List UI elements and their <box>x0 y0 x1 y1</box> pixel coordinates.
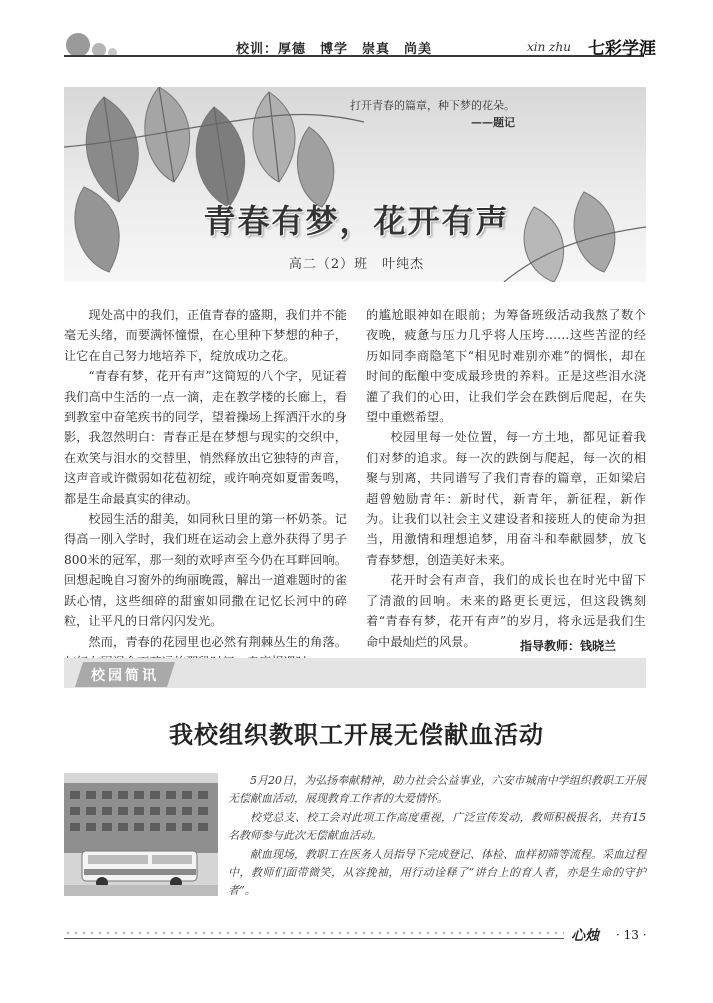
news-photo <box>64 773 218 896</box>
paragraph: 5月20日，为弘扬奉献精神，助力社会公益事业，六安市城南中学组织教职工开展无偿献血活动，展现教育工作者的大爱情怀。 <box>228 774 646 806</box>
footer-rule <box>64 938 564 939</box>
article-column-right <box>366 305 646 652</box>
section-label: 校园简讯 <box>91 668 159 684</box>
paragraph: 校园生活的甜美，如同秋日里的第一杯奶茶。记得高一刚入学时，我们班在运动会上意外获得了男子800米的冠军，那一刻的欢呼声至今仍在耳畔回响。回想起晚自习窗外的绚丽晚霞，解出一道难题时的雀跃心情，这些细碎的甜蜜如同撒在记忆长河中的碎粒，让平凡的日常闪闪发光。 <box>64 512 347 629</box>
paragraph: 献血现场，教职工在医务人员指导下完成登记、体检、血样初筛等流程。采血过程中，教师们面带微笑，从容挽袖，用行动诠释了“讲台上的育人者，亦是生命的守护者”。 <box>228 847 646 898</box>
blood-bus-photo <box>64 773 218 896</box>
article-title: 青春有梦，花开有声 <box>203 202 510 240</box>
school-motto: 校训：厚德 博学 崇真 尚美 <box>236 42 433 57</box>
paragraph: 的尴尬眼神如在眼前；为筹备班级活动我熬了数个夜晚，疲惫与压力几乎将人压垮……这些苦涩的经历如同李商隐笔下“相见时难别亦难”的惆怅，却在时间的酝酿中变成最珍贵的养料。正是这些泪水浇灌了我们的心田，让我们学会在跌倒后爬起，在失望中重燃希望。 <box>366 308 646 425</box>
header-circle-large <box>66 33 90 57</box>
footer-brand: 心烛 <box>571 928 599 944</box>
news-title: 我校组织教职工开展无偿献血活动 <box>169 720 544 749</box>
paragraph: 校园里每一处位置，每一方土地，都见证着我们对梦的追求。每一次的跌倒与爬起，每一次的相聚与别离，共同谱写了我们青春的篇章，正如梁启超曾勉励青年：新时代，新青年，新征程，新作为。让我们以社会主义建设者和接班人的使命为担当，用激情和理想追梦，用奋斗和奉献圆梦，放飞青春梦想，创造美好未来。 <box>366 430 646 567</box>
footer-dots <box>64 930 564 936</box>
paragraph: 花开时会有声音，我们的成长也在时光中留下了清澈的回响。未来的路更长更远，但这段镌刻着“青春有梦，花开有声”的岁月，将永远是我们生命中最灿烂的风景。 <box>366 573 646 649</box>
epigraph-text: 打开青春的篇章，种下梦的花朵。 <box>350 99 515 112</box>
advisor-credit: 指导教师：钱晓兰 <box>520 639 617 653</box>
article-byline: 高二（2）班 叶纯杰 <box>288 257 425 272</box>
column-brand: 七彩学涯 <box>588 39 656 59</box>
paragraph: “青春有梦，花开有声”这简短的八个字，见证着我们高中生活的一点一滴，走在教学楼的长廊上，看到教室中奋笔疾书的同学，望着操场上挥洒汗水的身影，我忽然明白：青春正是在梦想与现实的交织中，在欢笑与泪水的交替里，悄然释放出它独特的声音，这声音或许微弱如花苞初绽，或许响亮如夏雷轰鸣，都是生命最真实的律动。 <box>64 369 347 506</box>
news-body <box>228 772 646 901</box>
epigraph <box>350 97 515 131</box>
paragraph: 然而，青春的花园里也必然有荆棘丛生的角落。 <box>88 634 347 649</box>
paragraph: 现处高中的我们，正值青春的盛期，我们并不能毫无头绪，而要满怀憧憬，在心里种下梦想的种子，让它在自己努力地培养下，绽放成功之花。 <box>64 308 347 363</box>
epigraph-source: ——题记 <box>471 116 515 129</box>
header-pinyin: xin zhu <box>527 40 571 54</box>
paragraph: 校党总支、校工会对此项工作高度重视，广泛宣传发动，教师积极报名，共有15名教师参与此次无偿献血活动。 <box>228 810 646 843</box>
article-column-left <box>64 305 347 672</box>
page-number: · 13 · <box>616 928 647 942</box>
